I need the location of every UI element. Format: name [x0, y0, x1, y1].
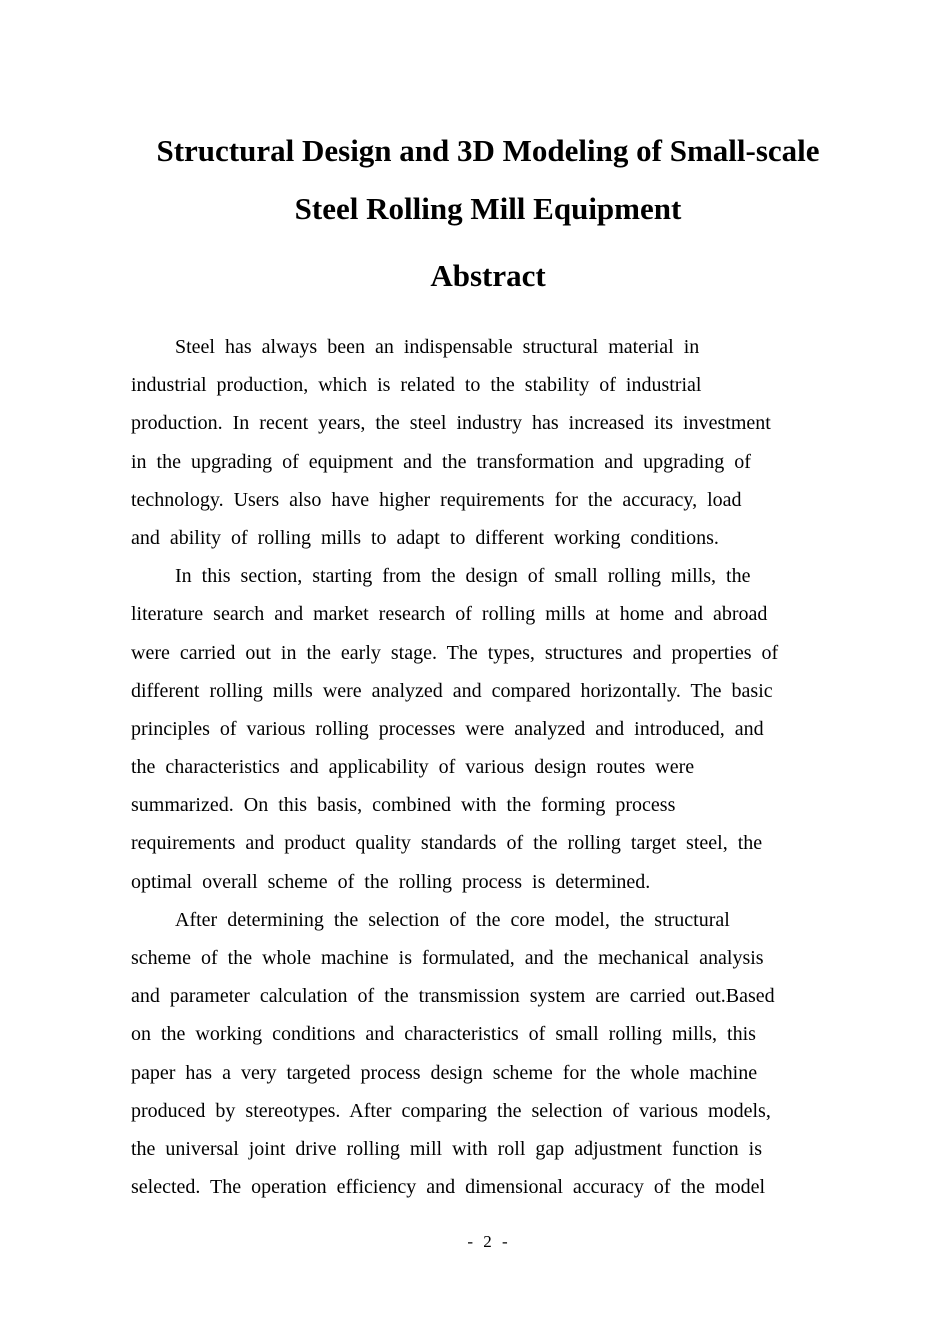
text-line: literature search and market research of rolling mills at home and abroad: [131, 603, 768, 626]
text-line: on the working conditions and characteristics of small rolling mills, this: [131, 1023, 756, 1046]
text-line: production. In recent years, the steel industry has increased its investment: [131, 412, 771, 435]
text-line: and ability of rolling mills to adapt to different working conditions.: [131, 526, 719, 549]
text-line: technology. Users also have higher requirements for the accuracy, load: [131, 488, 742, 511]
text-line: paper has a very targeted process design scheme for the whole machine: [131, 1061, 758, 1084]
text-line: industrial production, which is related to the stability of industrial: [131, 374, 702, 397]
text-line: the characteristics and applicability of various design routes were: [131, 756, 695, 779]
text-line: After determining the selection of the core model, the structural: [175, 908, 730, 931]
abstract-heading: Abstract: [430, 258, 546, 293]
page-number: - 2 -: [467, 1232, 511, 1251]
text-line: in the upgrading of equipment and the transformation and upgrading of: [131, 450, 751, 473]
text-line: selected. The operation efficiency and dimensional accuracy of the model: [131, 1176, 766, 1199]
text-line: scheme of the whole machine is formulated, and the mechanical analysis: [131, 947, 764, 969]
text-line: different rolling mills were analyzed and compared horizontally. The basic: [131, 679, 773, 702]
text-line: produced by stereotypes. After comparing the selection of various models,: [131, 1099, 771, 1122]
text-line: requirements and product quality standards of the rolling target steel, the: [131, 832, 763, 855]
title-line-1: Structural Design and 3D Modeling of Small-scale: [156, 133, 820, 168]
text-line: were carried out in the early stage. The types, structures and properties of: [131, 641, 779, 664]
text-line: In this section, starting from the design of small rolling mills, the: [175, 565, 751, 588]
text-line: and parameter calculation of the transmission system are carried out.Based: [131, 985, 775, 1008]
text-line: optimal overall scheme of the rolling process is determined.: [131, 870, 651, 893]
document-title: [110, 122, 866, 238]
text-line: Steel has always been an indispensable structural material in: [175, 336, 700, 358]
abstract-body: [131, 328, 851, 1206]
text-line: summarized. On this basis, combined with the forming process: [131, 794, 676, 817]
text-line: principles of various rolling processes were analyzed and introduced, and: [131, 717, 764, 740]
text-line: the universal joint drive rolling mill with roll gap adjustment function is: [131, 1137, 763, 1160]
title-line-2: Steel Rolling Mill Equipment: [294, 191, 682, 226]
